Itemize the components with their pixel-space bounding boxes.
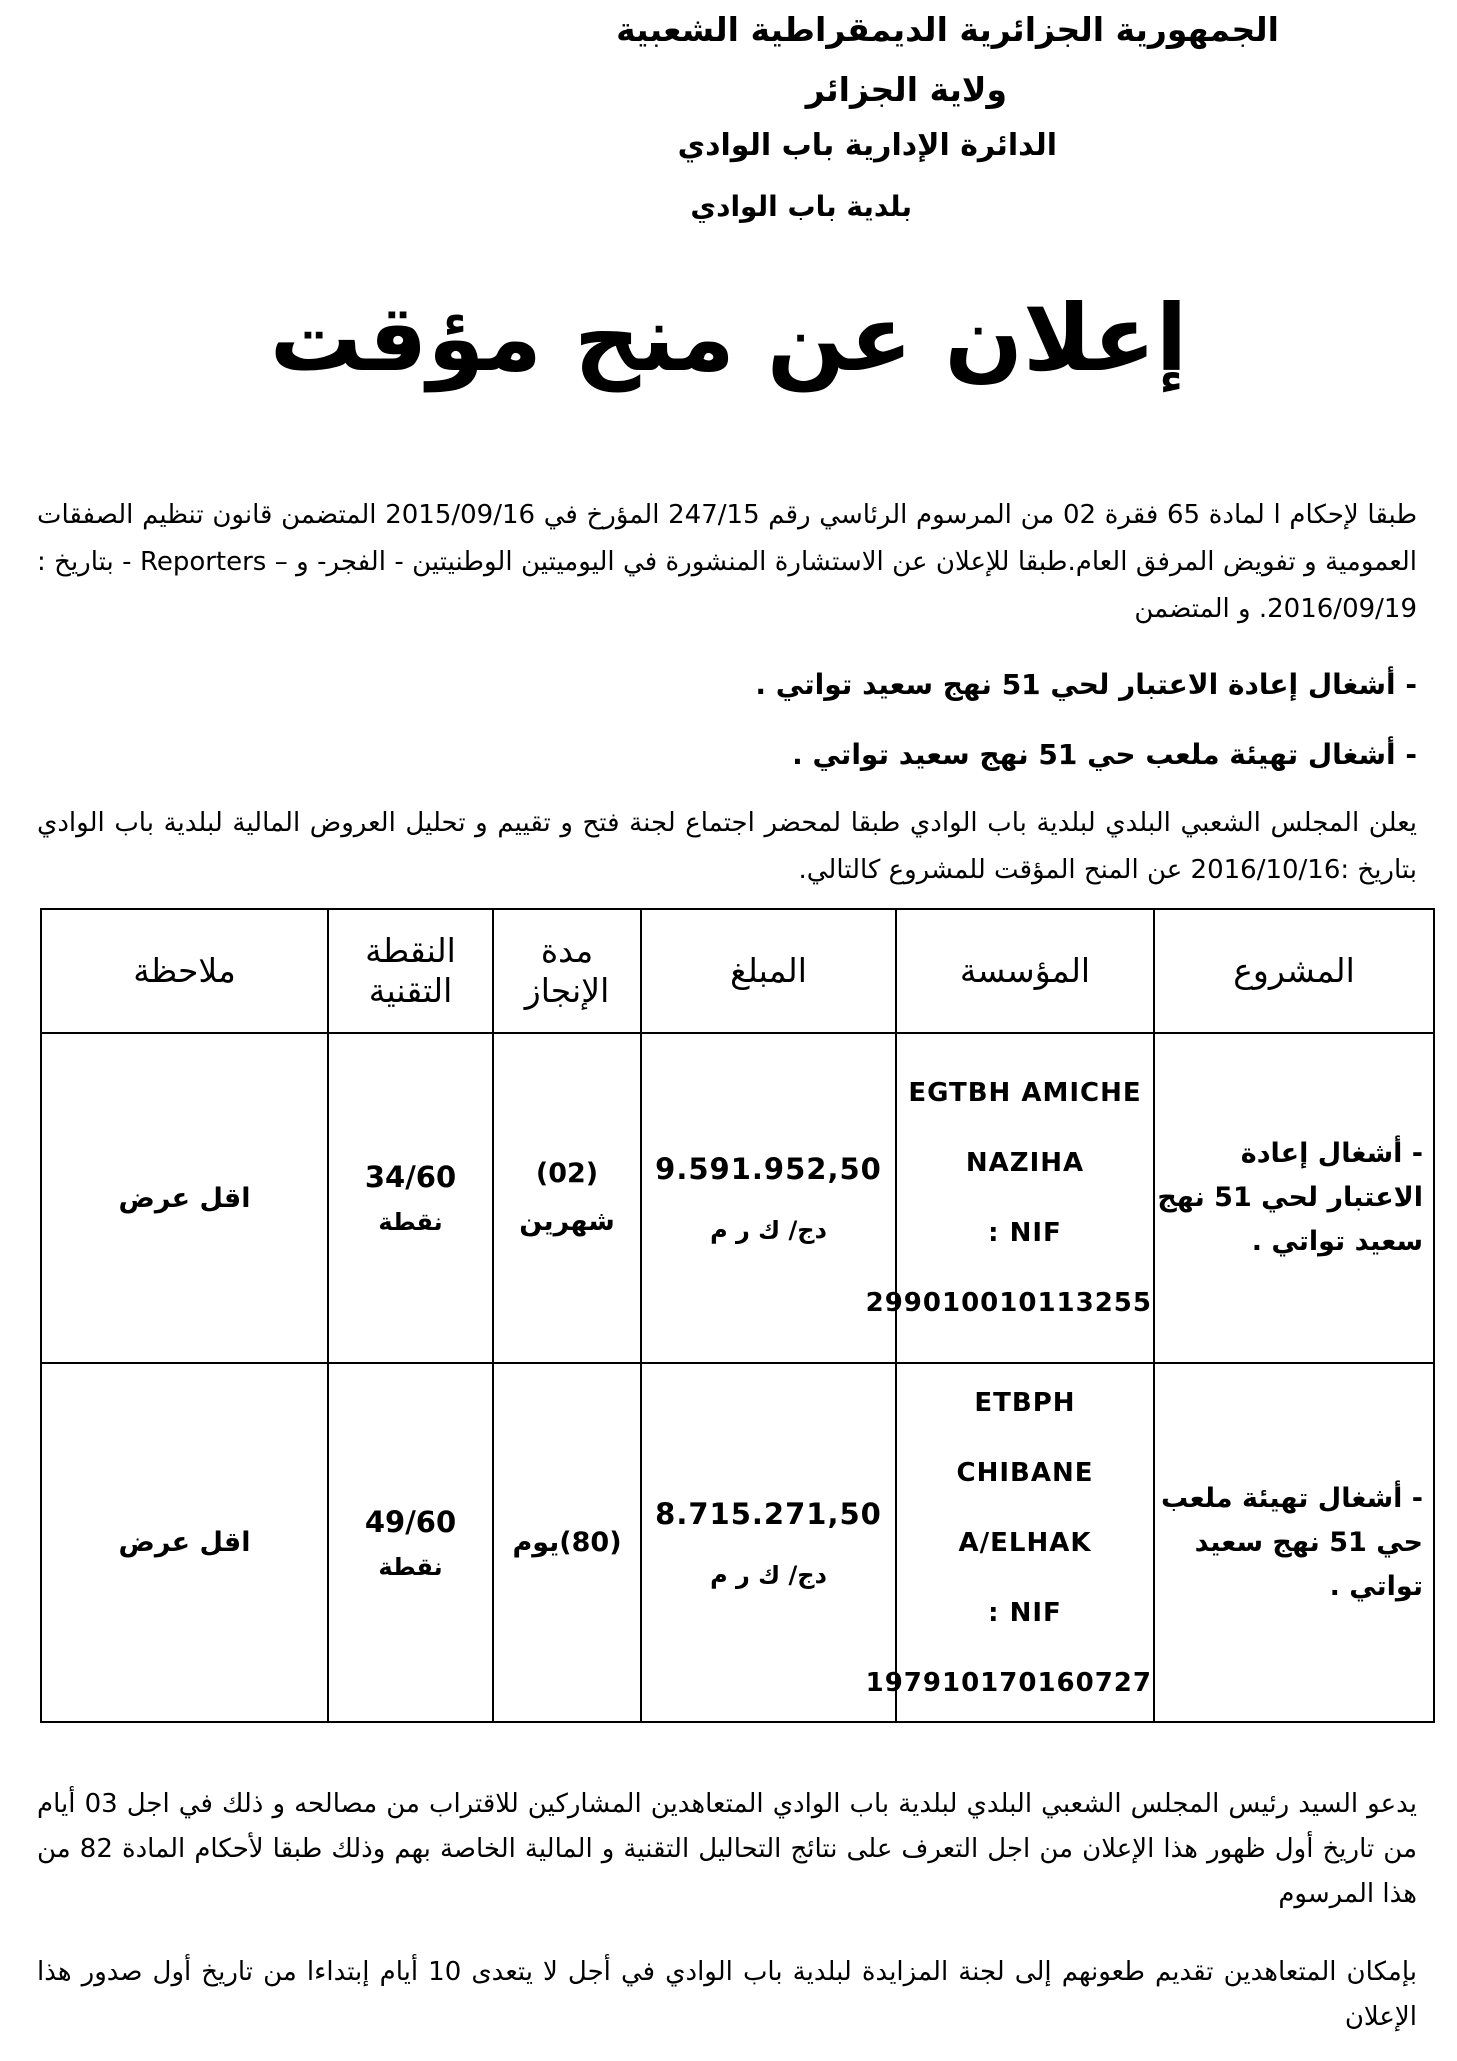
institution-line: A/ELHAK (958, 1527, 1092, 1558)
header-wilaya: ولاية الجزائر (805, 70, 1007, 109)
amount-currency: دج/ ك ر م (710, 1216, 827, 1244)
institution-line: EGTBH AMICHE (908, 1078, 1142, 1108)
table-header-row (41, 909, 1434, 1033)
cell-tech-points (328, 1363, 493, 1722)
points-unit: نقطة (378, 1208, 443, 1236)
duration-unit: يوم (512, 1526, 560, 1558)
institution-line: 197910170160727 (865, 1667, 1152, 1698)
amount-value: 9.591.952,50 (655, 1152, 882, 1186)
institution-line: NIF : (988, 1218, 1062, 1248)
institution-line: CHIBANE (956, 1457, 1094, 1488)
invitation-paragraph: يدعو السيد رئيس المجلس الشعبي البلدي لبلدية باب الوادي المتعاهدين المشاركين للاقتراب من مصالحه و ذلك في اجل 03 أيام من تاريخ أول ظهور هذا الإعلان من اجل التعرف على نتائج التحاليل التقنية و المالية الخاصة بهم وذلك طبقا لأحكام المادة 82 من هذا المرسوم (37, 1789, 1418, 1909)
cell-remark: اقل عرض (41, 1363, 328, 1722)
intro-paragraph: طبقا لإحكام ا لمادة 65 فقرة 02 من المرسوم الرئاسي رقم 247/15 المؤرخ في 2015/09/16 المتضمن قانون تنظيم الصفقات العمومية و تفويض المرفق العام.طبقا للإعلان عن الاستشارة المنشورة في اليوميتين الوطنيتين - الفجر- و – Reporters - بتاريخ : 2016/09/19. و المتضمن (37, 500, 1418, 624)
header-project: المشروع (1154, 909, 1434, 1033)
header-daira: الدائرة الإدارية باب الوادي (677, 128, 1057, 163)
header-duration: مدة الإنجاز (493, 909, 641, 1033)
project-bullet-1: - أشغال إعادة الاعتبار لحي 51 نهج سعيد تواتي . (755, 668, 1417, 701)
institution-line: NIF : (988, 1597, 1062, 1628)
award-table (40, 908, 1435, 1723)
project-bullet-2: - أشغال تهيئة ملعب حي 51 نهج سعيد تواتي . (792, 738, 1417, 771)
points-unit: نقطة (378, 1552, 443, 1581)
cell-amount (641, 1363, 896, 1722)
appeal-paragraph: بإمكان المتعاهدين تقديم طعونهم إلى لجنة المزايدة لبلدية باب الوادي في أجل لا يتعدى 10 أيام إبتداءا من تاريخ أول صدور هذا الإعلان (37, 1957, 1418, 2032)
cell-institution (865, 1363, 1154, 1722)
header-amount: المبلغ (641, 909, 896, 1033)
institution-line: NAZIHA (965, 1148, 1085, 1178)
cell-amount (641, 1033, 896, 1363)
points-value: 49/60 (364, 1504, 457, 1539)
page-title: إعلان عن منح مؤقت (269, 285, 1188, 392)
cell-tech-points (328, 1033, 493, 1363)
table-row (41, 1363, 1434, 1722)
duration-number: (80) (559, 1526, 622, 1558)
points-value: 34/60 (364, 1160, 457, 1194)
amount-value: 8.715.271,50 (655, 1496, 882, 1531)
cell-project: - أشغال تهيئة ملعب حي 51 نهج سعيد تواتي . (1154, 1363, 1434, 1722)
cell-duration (493, 1033, 641, 1363)
cell-duration (493, 1363, 641, 1722)
cell-institution (865, 1033, 1154, 1363)
institution-line: ETBPH (974, 1387, 1076, 1418)
header-republic: الجمهورية الجزائرية الديمقراطية الشعبية (616, 10, 1279, 49)
institution-line: 299010010113255 (865, 1288, 1152, 1318)
header-remark: ملاحظة (41, 909, 328, 1033)
duration-number: (02) (535, 1158, 599, 1189)
cell-remark: اقل عرض (41, 1033, 328, 1363)
table-row (41, 1033, 1434, 1363)
duration-unit: شهرين (519, 1206, 615, 1237)
header-commune: بلدية باب الوادي (690, 190, 912, 223)
amount-currency: دج/ ك ر م (710, 1560, 827, 1589)
announcement-paragraph: يعلن المجلس الشعبي البلدي لبلدية باب الوادي طبقا لمحضر اجتماع لجنة فتح و تقييم و تحليل العروض المالية لبلدية باب الوادي بتاريخ :2016/10/16 عن المنح المؤقت للمشروع كالتالي. (37, 808, 1417, 885)
header-tech-points: النقطة التقنية (328, 909, 493, 1033)
header-institution: المؤسسة (896, 909, 1154, 1033)
cell-project: - أشغال إعادة الاعتبار لحي 51 نهج سعيد تواتي . (1154, 1033, 1434, 1363)
